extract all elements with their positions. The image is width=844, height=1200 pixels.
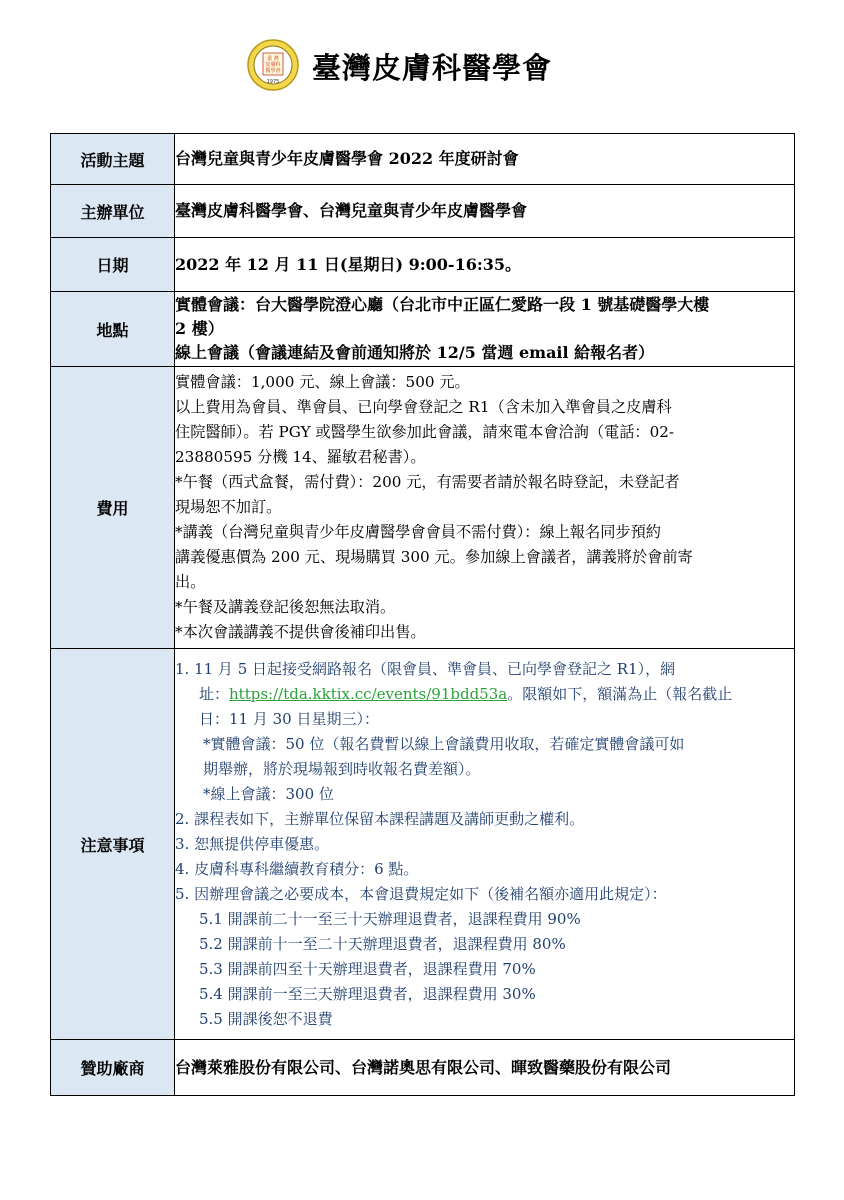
svg-text:皮膚科: 皮膚科 xyxy=(265,62,281,68)
fee-label: 費用 xyxy=(51,367,175,649)
fee-line: 23880595 分機 14、羅敏君秘書）。 xyxy=(175,448,426,466)
notes-value xyxy=(175,649,795,1040)
note-item-1-line: 1. 11 月 5 日起接受網路報名（限會員、準會員、已向學會登記之 R1），網 xyxy=(175,659,676,678)
fee-line: 現場恕不加訂。 xyxy=(175,498,282,516)
svg-text:醫學會: 醫學會 xyxy=(265,68,281,74)
fee-line: 以上費用為會員、準會員、已向學會登記之 R1（含未加入準會員之皮膚科 xyxy=(175,398,672,416)
fee-line: 講義優惠價為 200 元、現場購買 300 元。參加線上會議者，講義將於會前寄 xyxy=(175,548,693,566)
date-label: 日期 xyxy=(51,238,175,292)
venue-row xyxy=(51,292,795,367)
fee-line: *午餐（西式盒餐，需付費）：200 元，有需要者請於報名時登記，未登記者 xyxy=(175,473,680,491)
organization-title: 臺灣皮膚科醫學會 xyxy=(312,51,553,85)
date-row xyxy=(51,238,795,292)
topic-row xyxy=(51,134,795,185)
note-item-5: 5. 因辦理會議之必要成本，本會退費規定如下（後補名額亦適用此規定）： xyxy=(175,884,667,903)
fee-line: 住院醫師）。若 PGY 或醫學生欲參加此會議，請來電本會洽詢（電話：02- xyxy=(175,423,675,441)
event-info-table xyxy=(50,133,795,1096)
notes-label: 注意事項 xyxy=(51,649,175,1040)
registration-link[interactable]: https://tda.kktix.cc/events/91bdd53a xyxy=(229,684,508,703)
association-seal-icon xyxy=(246,38,300,92)
fee-line: *本次會議講義不提供會後補印出售。 xyxy=(175,623,426,641)
venue-label: 地點 xyxy=(51,292,175,367)
url-prefix: 址： xyxy=(199,684,230,703)
note-item-1-line: *線上會議：300 位 xyxy=(203,784,334,803)
sponsor-row xyxy=(51,1040,795,1096)
note-item-4: 4. 皮膚科專科繼續教育積分：6 點。 xyxy=(175,859,419,878)
refund-rule: 5.5 開課後恕不退費 xyxy=(199,1009,333,1028)
fee-row xyxy=(51,367,795,649)
topic-value: 台灣兒童與青少年皮膚醫學會 2022 年度研討會 xyxy=(175,134,795,185)
page-header xyxy=(0,36,844,96)
venue-line: 2 樓） xyxy=(175,319,224,338)
refund-rule: 5.1 開課前二十一至三十天辦理退費者，退課程費用 90% xyxy=(199,909,581,928)
sponsor-value: 台灣萊雅股份有限公司、台灣諾奧思有限公司、暉致醫藥股份有限公司 xyxy=(175,1040,795,1096)
url-suffix: 。限額如下，額滿為止（報名截止 xyxy=(507,684,733,703)
note-item-2: 2. 課程表如下，主辦單位保留本課程講題及講師更動之權利。 xyxy=(175,809,585,828)
venue-line: 實體會議：台大醫學院澄心廳（台北市中正區仁愛路一段 1 號基礎醫學大樓 xyxy=(175,295,710,314)
note-item-1-url-line xyxy=(175,682,794,707)
topic-label: 活動主題 xyxy=(51,134,175,185)
organizer-label: 主辦單位 xyxy=(51,185,175,238)
refund-rule: 5.4 開課前一至三天辦理退費者，退課程費用 30% xyxy=(199,984,536,1003)
svg-text:1975: 1975 xyxy=(266,79,280,85)
organizer-value: 臺灣皮膚科醫學會、台灣兒童與青少年皮膚醫學會 xyxy=(175,185,795,238)
sponsor-label: 贊助廠商 xyxy=(51,1040,175,1096)
note-item-1-line: *實體會議：50 位（報名費暫以線上會議費用收取，若確定實體會議可如 xyxy=(203,734,685,753)
svg-text:臺 灣: 臺 灣 xyxy=(267,56,279,62)
fee-line: 實體會議：1,000 元、線上會議：500 元。 xyxy=(175,373,470,391)
note-item-1-line: 期舉辦，將於現場報到時收報名費差額）。 xyxy=(203,759,481,778)
refund-rule: 5.2 開課前十一至二十天辦理退費者，退課程費用 80% xyxy=(199,934,566,953)
fee-value xyxy=(175,367,795,649)
venue-line: 線上會議（會議連結及會前通知將於 12/5 當週 email 給報名者） xyxy=(175,343,655,362)
notes-row xyxy=(51,649,795,1040)
fee-line: 出。 xyxy=(175,573,206,591)
fee-line: *午餐及講義登記後恕無法取消。 xyxy=(175,598,396,616)
note-item-1-line: 日：11 月 30 日星期三）： xyxy=(199,709,379,728)
organizer-row xyxy=(51,185,795,238)
date-value: 2022 年 12 月 11 日(星期日) 9:00-16:35。 xyxy=(175,238,795,292)
refund-rule: 5.3 開課前四至十天辦理退費者，退課程費用 70% xyxy=(199,959,536,978)
note-item-3: 3. 恕無提供停車優惠。 xyxy=(175,834,330,853)
fee-line: *講義（台灣兒童與青少年皮膚醫學會會員不需付費）：線上報名同步預約 xyxy=(175,523,661,541)
venue-value xyxy=(175,292,795,367)
